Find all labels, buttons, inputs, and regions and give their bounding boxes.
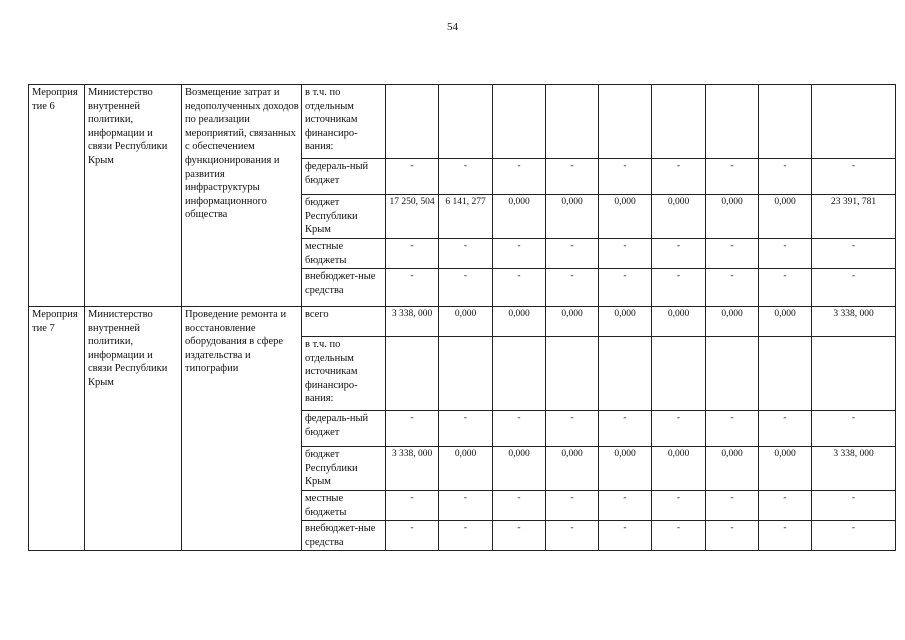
value-cell: - bbox=[812, 159, 896, 195]
value-cell bbox=[546, 337, 599, 411]
source-label: бюджет Республики Крым bbox=[302, 195, 386, 239]
value-cell: - bbox=[652, 491, 706, 521]
value-cell bbox=[439, 337, 493, 411]
source-label: в т.ч. по отдельным источникам финансиро-вания: bbox=[302, 337, 386, 411]
value-cell: 17 250, 504 bbox=[386, 195, 439, 239]
source-label: всего bbox=[302, 307, 386, 337]
value-cell: - bbox=[759, 411, 812, 447]
value-cell: - bbox=[599, 411, 652, 447]
value-cell: 0,000 bbox=[652, 447, 706, 491]
value-cell: - bbox=[706, 239, 759, 269]
value-cell: 0,000 bbox=[599, 195, 652, 239]
value-cell: - bbox=[546, 521, 599, 551]
value-cell: 0,000 bbox=[759, 447, 812, 491]
description-cell: Проведение ремонта и восстановление оборудования в сфере издательства и типографии bbox=[182, 307, 302, 551]
value-cell: - bbox=[386, 159, 439, 195]
activity-cell: Мероприятие 7 bbox=[29, 307, 85, 551]
value-cell: 0,000 bbox=[546, 195, 599, 239]
value-cell: - bbox=[706, 411, 759, 447]
value-cell bbox=[812, 337, 896, 411]
value-cell: 0,000 bbox=[599, 307, 652, 337]
value-cell bbox=[599, 85, 652, 159]
source-label: внебюджет-ные средства bbox=[302, 269, 386, 307]
source-label: местные бюджеты bbox=[302, 239, 386, 269]
value-cell: 3 338, 000 bbox=[812, 307, 896, 337]
value-cell: - bbox=[493, 491, 546, 521]
value-cell bbox=[706, 337, 759, 411]
value-cell: - bbox=[439, 411, 493, 447]
value-cell bbox=[759, 337, 812, 411]
value-cell bbox=[546, 85, 599, 159]
value-cell bbox=[652, 337, 706, 411]
value-cell: - bbox=[759, 521, 812, 551]
value-cell: - bbox=[599, 239, 652, 269]
value-cell: 0,000 bbox=[546, 447, 599, 491]
value-cell: - bbox=[493, 159, 546, 195]
value-cell: - bbox=[493, 239, 546, 269]
source-label: в т.ч. по отдельным источникам финансиро-вания: bbox=[302, 85, 386, 159]
value-cell: 0,000 bbox=[759, 307, 812, 337]
value-cell: - bbox=[439, 491, 493, 521]
value-cell: 0,000 bbox=[493, 195, 546, 239]
value-cell: - bbox=[652, 239, 706, 269]
value-cell: - bbox=[812, 239, 896, 269]
value-cell bbox=[759, 85, 812, 159]
value-cell: 0,000 bbox=[652, 195, 706, 239]
value-cell: - bbox=[546, 411, 599, 447]
value-cell: - bbox=[386, 491, 439, 521]
value-cell: - bbox=[439, 269, 493, 307]
value-cell: - bbox=[812, 411, 896, 447]
value-cell: 0,000 bbox=[439, 447, 493, 491]
value-cell: - bbox=[546, 269, 599, 307]
value-cell: - bbox=[439, 521, 493, 551]
value-cell: - bbox=[706, 521, 759, 551]
value-cell: - bbox=[599, 159, 652, 195]
value-cell: - bbox=[386, 411, 439, 447]
value-cell: 3 338, 000 bbox=[812, 447, 896, 491]
value-cell bbox=[439, 85, 493, 159]
value-cell bbox=[599, 337, 652, 411]
executor-cell: Министерство внутренней политики, информации и связи Республики Крым bbox=[85, 85, 182, 307]
value-cell: - bbox=[706, 269, 759, 307]
value-cell: - bbox=[759, 491, 812, 521]
value-cell: - bbox=[706, 491, 759, 521]
funding-table-body bbox=[29, 85, 896, 551]
value-cell: - bbox=[493, 521, 546, 551]
value-cell: 3 338, 000 bbox=[386, 307, 439, 337]
value-cell: - bbox=[652, 411, 706, 447]
value-cell: - bbox=[493, 269, 546, 307]
value-cell: - bbox=[386, 239, 439, 269]
value-cell: - bbox=[546, 239, 599, 269]
value-cell: 6 141, 277 bbox=[439, 195, 493, 239]
value-cell bbox=[812, 85, 896, 159]
value-cell: 0,000 bbox=[546, 307, 599, 337]
value-cell: - bbox=[812, 521, 896, 551]
source-label: федераль-ный бюджет bbox=[302, 411, 386, 447]
value-cell bbox=[386, 337, 439, 411]
source-label: местные бюджеты bbox=[302, 491, 386, 521]
value-cell: 0,000 bbox=[652, 307, 706, 337]
value-cell: 0,000 bbox=[706, 307, 759, 337]
value-cell bbox=[493, 337, 546, 411]
value-cell: - bbox=[493, 411, 546, 447]
value-cell: 0,000 bbox=[439, 307, 493, 337]
value-cell: 3 338, 000 bbox=[386, 447, 439, 491]
page-number: 54 bbox=[447, 21, 458, 33]
value-cell: - bbox=[439, 159, 493, 195]
value-cell: 0,000 bbox=[706, 447, 759, 491]
value-cell: - bbox=[386, 521, 439, 551]
value-cell: 0,000 bbox=[599, 447, 652, 491]
value-cell bbox=[706, 85, 759, 159]
value-cell: - bbox=[546, 159, 599, 195]
value-cell: - bbox=[386, 269, 439, 307]
source-label: внебюджет-ные средства bbox=[302, 521, 386, 551]
funding-table bbox=[28, 84, 896, 551]
source-label: бюджет Республики Крым bbox=[302, 447, 386, 491]
value-cell: 0,000 bbox=[493, 307, 546, 337]
value-cell: - bbox=[599, 491, 652, 521]
value-cell: 23 391, 781 bbox=[812, 195, 896, 239]
value-cell bbox=[493, 85, 546, 159]
table-row bbox=[29, 85, 896, 159]
activity-cell: Мероприятие 6 bbox=[29, 85, 85, 307]
executor-cell: Министерство внутренней политики, информации и связи Республики Крым bbox=[85, 307, 182, 551]
value-cell: - bbox=[812, 269, 896, 307]
value-cell: - bbox=[546, 491, 599, 521]
description-cell: Возмещение затрат и недополученных доходов по реализации мероприятий, связанных с обеспечением функционирования и развития инфраструктуры информационного общества bbox=[182, 85, 302, 307]
value-cell: - bbox=[652, 521, 706, 551]
value-cell: - bbox=[652, 269, 706, 307]
value-cell bbox=[386, 85, 439, 159]
value-cell: - bbox=[439, 239, 493, 269]
value-cell: - bbox=[599, 269, 652, 307]
value-cell: - bbox=[759, 159, 812, 195]
value-cell: 0,000 bbox=[759, 195, 812, 239]
value-cell: 0,000 bbox=[706, 195, 759, 239]
value-cell bbox=[652, 85, 706, 159]
value-cell: - bbox=[759, 239, 812, 269]
value-cell: 0,000 bbox=[493, 447, 546, 491]
value-cell: - bbox=[652, 159, 706, 195]
value-cell: - bbox=[599, 521, 652, 551]
table-row bbox=[29, 307, 896, 337]
source-label: федераль-ный бюджет bbox=[302, 159, 386, 195]
value-cell: - bbox=[759, 269, 812, 307]
value-cell: - bbox=[706, 159, 759, 195]
value-cell: - bbox=[812, 491, 896, 521]
